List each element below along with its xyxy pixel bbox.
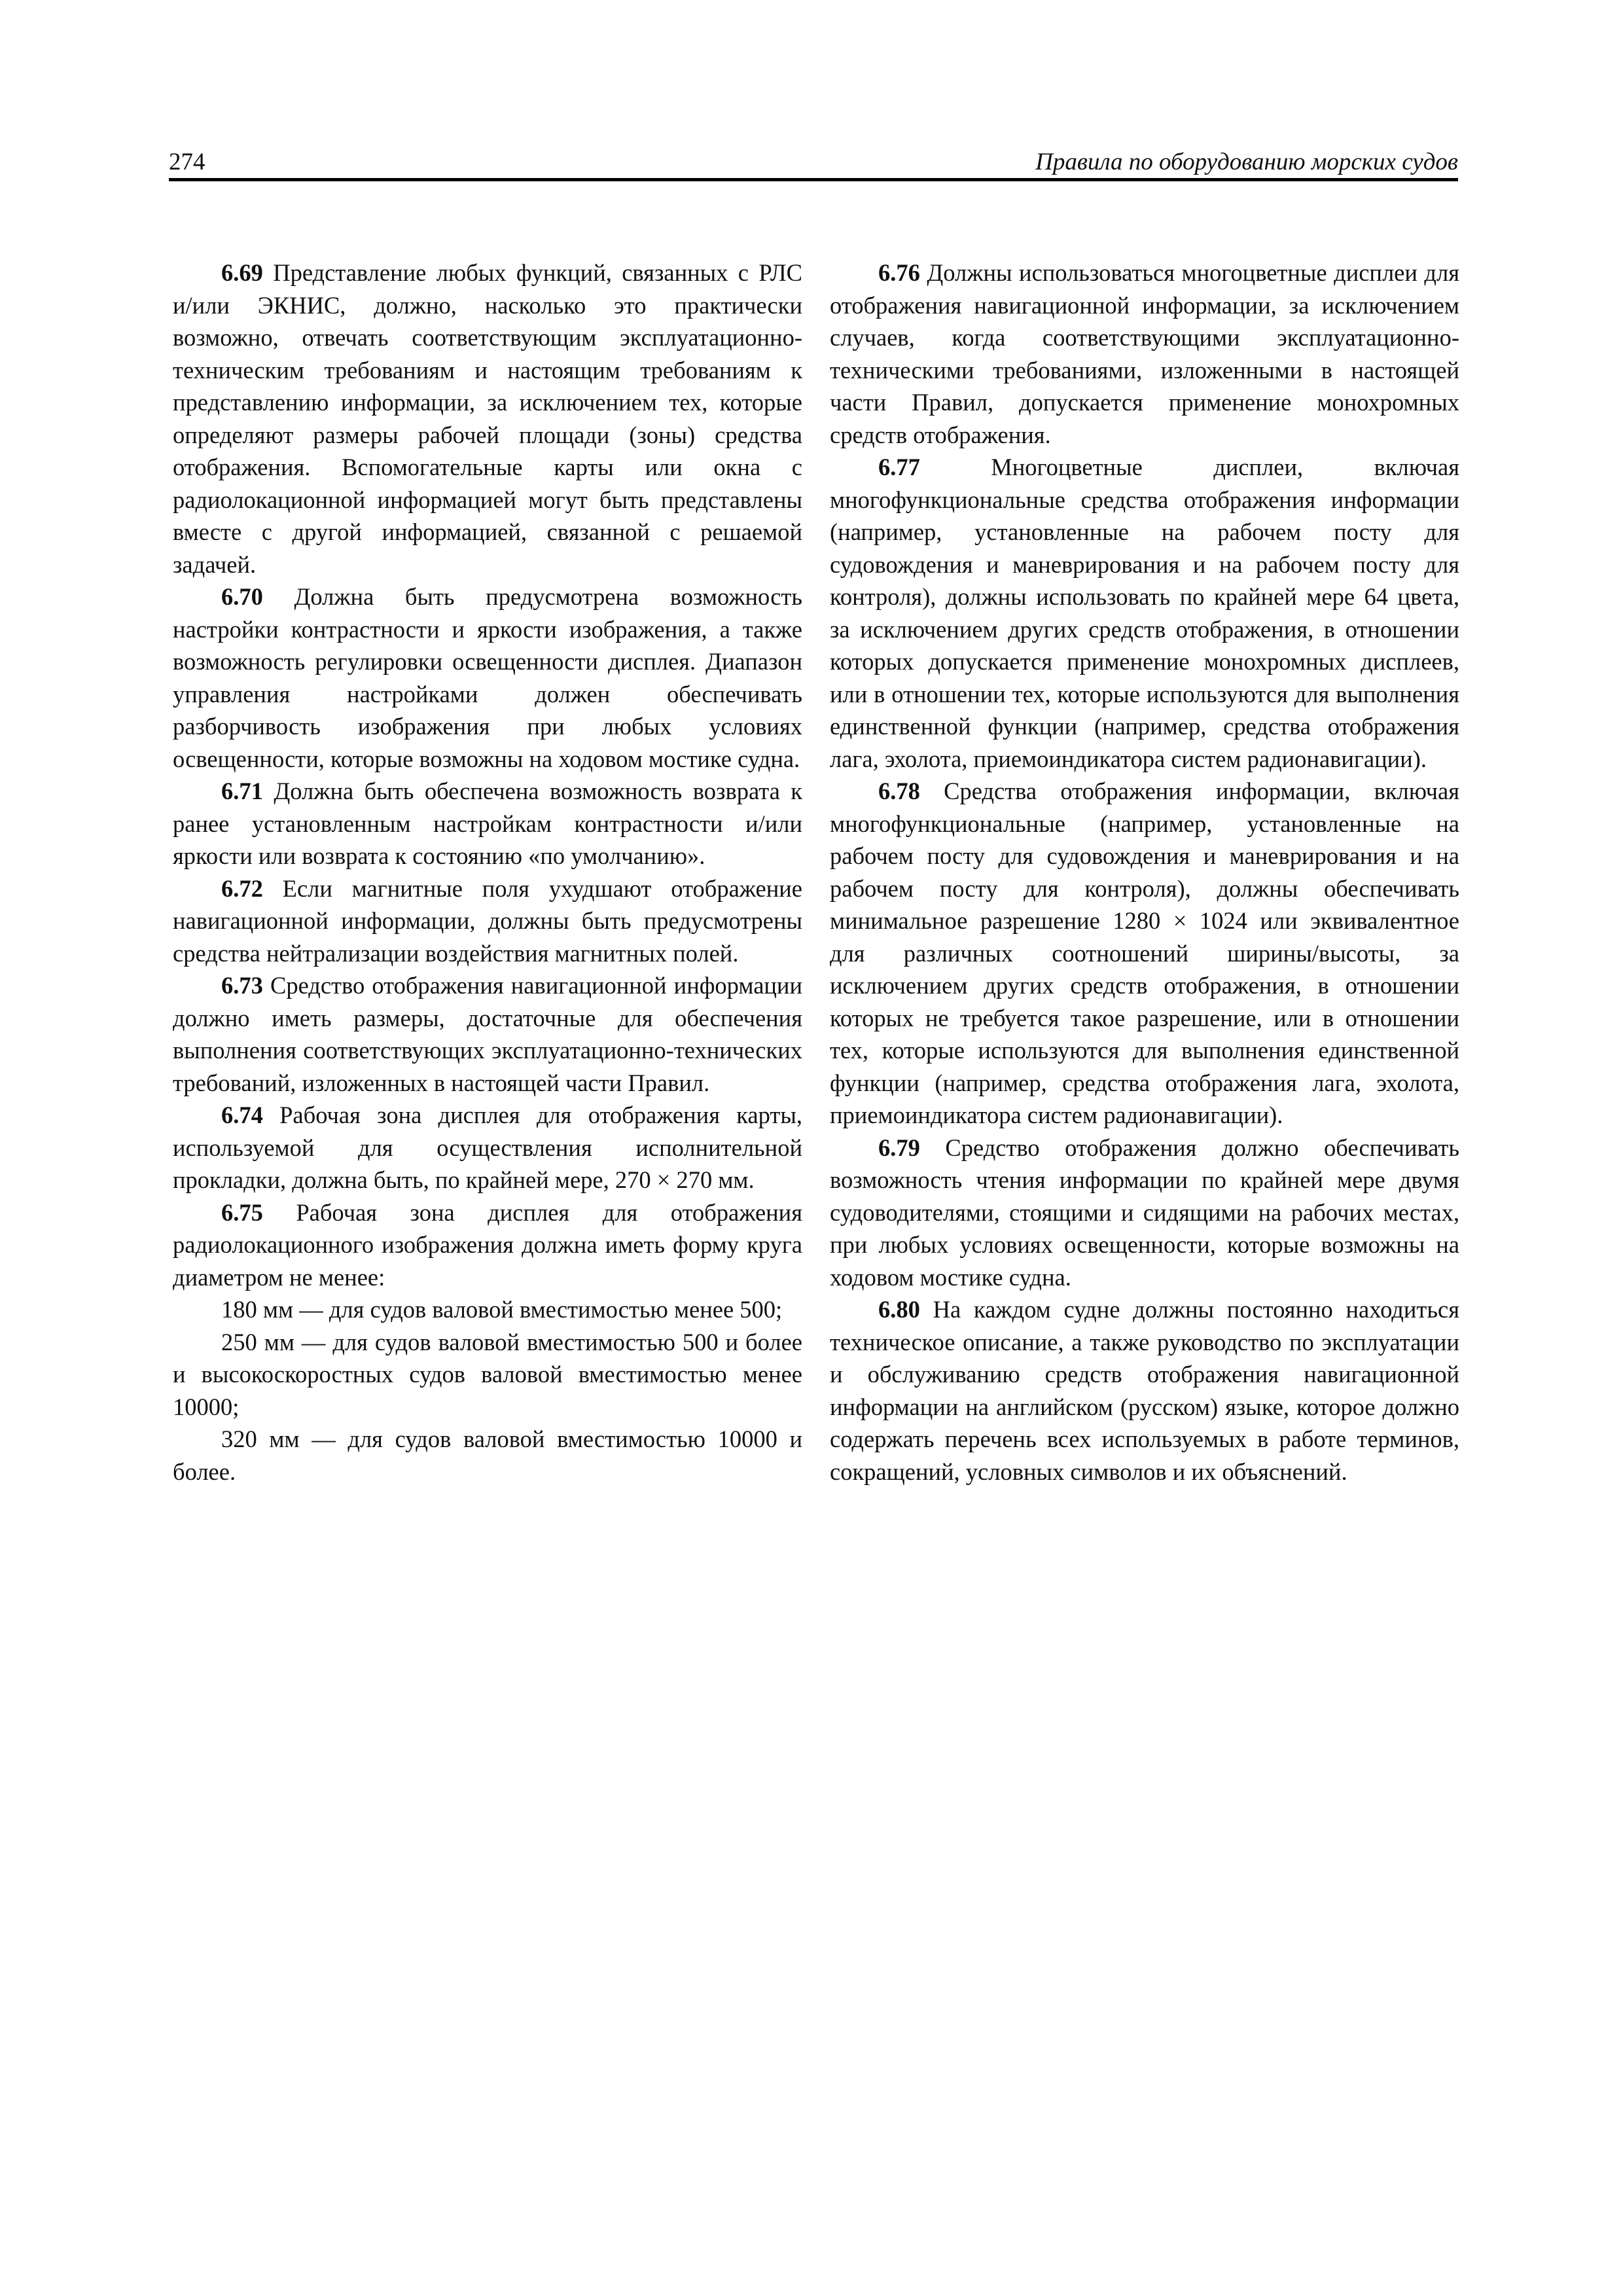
paragraph-text: Многоцветные дисплеи, включая многофункциональные средства отображения информации (например, установленные на рабочем посту для судовождения и маневрирования и на рабочем посту для контроля), должны использовать по крайней мере 64 цвета, за исключением других средств отображения, в отношении которых допускается применение монохромных дисплеев, или в отношении тех, которые используются для выполнения единственной функции (например, средства отображения лага, эхолота, приемоиндикатора систем радионавигации).: [830, 454, 1459, 772]
page-number: 274: [169, 149, 205, 175]
paragraph-text: Должны использоваться многоцветные дисплеи для отображения навигационной информации, за исключением случаев, когда соответствующими эксплуатационно-техническими требованиями, изложенными в настоящей части Правил, допускается применение монохромных средств отображения.: [830, 259, 1459, 448]
paragraph-6-73: [173, 969, 802, 1099]
paragraph-text: Должна быть предусмотрена возможность настройки контрастности и яркости изображения, а также возможность регулировки освещенности дисплея. Диапазон управления настройками должен обеспечивать разборчивость изображения при любых условиях освещенности, которые возможны на ходовом мостике судна.: [173, 583, 802, 772]
paragraph-6-70: [173, 581, 802, 775]
page-header: [169, 149, 1458, 181]
clause-number: 6.78: [878, 778, 920, 804]
paragraph-text: 250 мм — для судов валовой вместимостью 500 и более и высокоскоростных судов валовой вместимостью менее 10000;: [173, 1328, 802, 1420]
paragraph-text: Рабочая зона дисплея для отображения радиолокационного изображения должна иметь форму круга диаметром не менее:: [173, 1198, 802, 1291]
clause-number: 6.77: [878, 454, 920, 480]
paragraph-6-71: [173, 775, 802, 872]
clause-number: 6.76: [878, 259, 920, 286]
paragraph-6-80: [830, 1293, 1459, 1488]
clause-number: 6.74: [221, 1102, 263, 1128]
paragraph-text: Должна быть обеспечена возможность возврата к ранее установленным настройкам контрастности и/или яркости или возврата к состоянию «по умолчанию».: [173, 778, 802, 869]
paragraph-text: 180 мм — для судов валовой вместимостью менее 500;: [221, 1296, 783, 1323]
paragraph-6-69: [173, 257, 802, 581]
clause-number: 6.79: [878, 1134, 920, 1161]
paragraph-6-76: [830, 257, 1459, 451]
paragraph-text: Рабочая зона дисплея для отображения карты, используемой для осуществления исполнительной прокладки, должна быть, по крайней мере, 270 × 270 мм.: [173, 1102, 802, 1193]
list-item-180mm: [173, 1293, 802, 1326]
clause-number: 6.75: [221, 1198, 263, 1226]
paragraph-text: Средства отображения информации, включая многофункциональные (например, установленные на рабочем посту для судовождения и маневрирования и на рабочем посту для контроля), должны обеспечивать минимальное разрешение 1280 × 1024 или эквивалентное для различных соотношений ширины/высоты, за исключением других средств отображения, в отношении которых не требуется такое разрешение, или в отношении тех, которые используются для выполнения единственной функции (например, средства отображения лага, эхолота, приемоиндикатора систем радионавигации).: [830, 778, 1459, 1128]
paragraph-text: 320 мм — для судов валовой вместимостью 10000 и более.: [173, 1426, 802, 1485]
paragraph-6-74: [173, 1099, 802, 1196]
list-item-320mm: [173, 1423, 802, 1488]
clause-number: 6.70: [221, 583, 263, 610]
paragraph-text: Средство отображения должно обеспечивать возможность чтения информации по крайней мере двумя судоводителями, стоящими и сидящими на рабочих местах, при любых условиях освещенности, которые возможны на ходовом мостике судна.: [830, 1134, 1459, 1291]
paragraph-6-72: [173, 872, 802, 970]
clause-number: 6.73: [221, 972, 263, 999]
right-column: [830, 257, 1459, 1488]
paragraph-text: Средство отображения навигационной информации должно иметь размеры, достаточные для обеспечения выполнения соответствующих эксплуатационно-технических требований, изложенных в настоящей части Правил.: [173, 972, 802, 1096]
paragraph-6-75: [173, 1196, 802, 1294]
running-title: Правила по оборудованию морских судов: [1035, 149, 1458, 175]
paragraph-6-79: [830, 1132, 1459, 1294]
paragraph-text: Если магнитные поля ухудшают отображение навигационной информации, должны быть предусмотрены средства нейтрализации воздействия магнитных полей.: [173, 874, 802, 967]
clause-number: 6.71: [221, 778, 263, 804]
clause-number: 6.72: [221, 874, 263, 902]
list-item-250mm: [173, 1326, 802, 1424]
clause-number: 6.69: [221, 259, 263, 286]
paragraph-text: Представление любых функций, связанных с РЛС и/или ЭКНИС, должно, насколько это практически возможно, отвечать соответствующим эксплуатационно-техническим требованиям и настоящим требованиям к представлению информации, за исключением тех, которые определяют размеры рабочей площади (зоны) средства отображения. Вспомогательные карты или окна с радиолокационной информацией могут быть представлены вместе с другой информацией, связанной с решаемой задачей.: [173, 259, 802, 578]
left-column: [173, 257, 802, 1488]
clause-number: 6.80: [878, 1296, 920, 1323]
paragraph-6-77: [830, 451, 1459, 775]
paragraph-text: На каждом судне должны постоянно находиться техническое описание, а также руководство по эксплуатации и обслуживанию средств отображения навигационной информации на английском (русском) языке, которое должно содержать перечень всех используемых в работе терминов, сокращений, условных символов и их объяснений.: [830, 1296, 1459, 1485]
paragraph-6-78: [830, 775, 1459, 1132]
